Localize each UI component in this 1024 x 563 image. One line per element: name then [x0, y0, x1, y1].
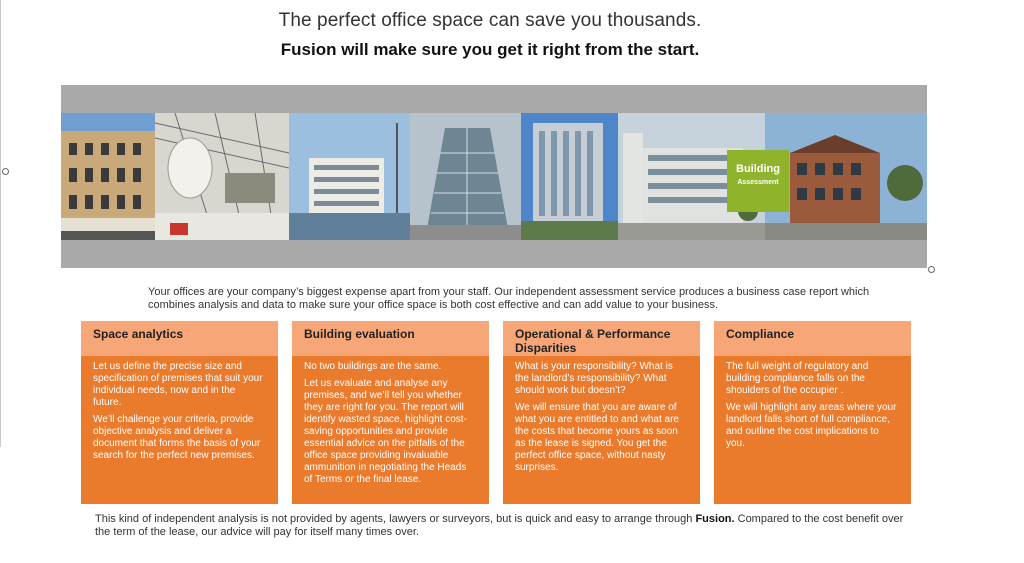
photo-georgian-terrace-image — [61, 113, 155, 240]
footer-brand: Fusion. — [695, 513, 735, 525]
card-paragraph: Let us evaluate and analyse any premises, and we’ll tell you whether they are right for you. The report will identify wasted space, highlight cost-saving opportunities and provide essential advice on the pitfalls of the office space providing invaluable ammunition in negotiating the Heads of Terms or the final lease. — [304, 378, 467, 485]
photo-atrium-interior-image — [155, 113, 289, 240]
tag-line-building: Building — [736, 163, 780, 175]
photo-glass-tower-image — [410, 113, 521, 240]
card-paragraph: What is your responsibility? What is the landlord’s responsibility? What should work but doesn’t? — [515, 361, 673, 396]
card-compliance — [714, 321, 911, 504]
intro-paragraph: Your offices are your company’s biggest expense apart from your staff. Our independent assessment service produces a business case report which combines analysis and data to make sure your office space is both cost effective and can add value to your business. — [148, 286, 870, 311]
footer-paragraph — [95, 513, 905, 539]
resize-handle-left[interactable] — [2, 168, 9, 175]
photo-banner — [61, 85, 927, 268]
page-subheadline: Fusion will make sure you get it right from the start. — [280, 40, 700, 59]
card-operational-disparities — [503, 321, 700, 504]
card-paragraph: We will highlight any areas where your landlord falls short of full compliance, and outline the cost implications to you. — [726, 402, 897, 449]
photo-brick-building-image — [765, 113, 927, 240]
card-paragraph: No two buildings are the same. — [304, 361, 442, 372]
photo-office-block — [521, 113, 618, 240]
photo-office-block-image — [521, 113, 618, 240]
card-paragraph: The full weight of regulatory and building compliance falls on the shoulders of the occupier . — [726, 361, 869, 396]
card-title: Compliance — [714, 321, 911, 356]
photo-waterfront-building — [289, 113, 410, 240]
building-assessment-tag — [727, 150, 789, 212]
footer-text-start: This kind of independent analysis is not provided by agents, lawyers or surveyors, but is quick and easy to arrange through — [95, 513, 696, 525]
photo-georgian-terrace — [61, 113, 155, 240]
card-paragraph: We’ll challenge your criteria, provide objective analysis and deliver a document that forms the basis of your search for the perfect new premises. — [93, 414, 261, 461]
card-body — [503, 356, 700, 474]
card-body — [714, 356, 911, 450]
photo-atrium-interior — [155, 113, 289, 240]
card-body — [292, 356, 489, 486]
card-title: Operational & Performance Disparities — [503, 321, 700, 356]
page-left-rule — [0, 0, 1, 447]
photo-strip — [61, 113, 927, 240]
card-building-evaluation — [292, 321, 489, 504]
resize-handle-right[interactable] — [928, 266, 935, 273]
card-paragraph: Let us define the precise size and specification of premises that suit your individual needs, now and in the future. — [93, 361, 263, 408]
page-headline: The perfect office space can save you thousands. — [278, 10, 702, 31]
card-title: Building evaluation — [292, 321, 489, 356]
photo-brick-building — [765, 113, 927, 240]
card-body — [81, 356, 278, 462]
card-space-analytics — [81, 321, 278, 504]
photo-waterfront-building-image — [289, 113, 410, 240]
photo-glass-tower — [410, 113, 521, 240]
card-title: Space analytics — [81, 321, 278, 356]
card-paragraph: We will ensure that you are aware of what you are entitled to and what are the costs that become yours as soon as the lease is signed. You get the perfect office space, without nasty surprises. — [515, 402, 679, 473]
tag-line-assessment: Assessment — [737, 179, 779, 186]
footer-text-end: Compared to the cost benefit over the term of the lease, our advice will pay for itself many times over. — [95, 513, 904, 538]
